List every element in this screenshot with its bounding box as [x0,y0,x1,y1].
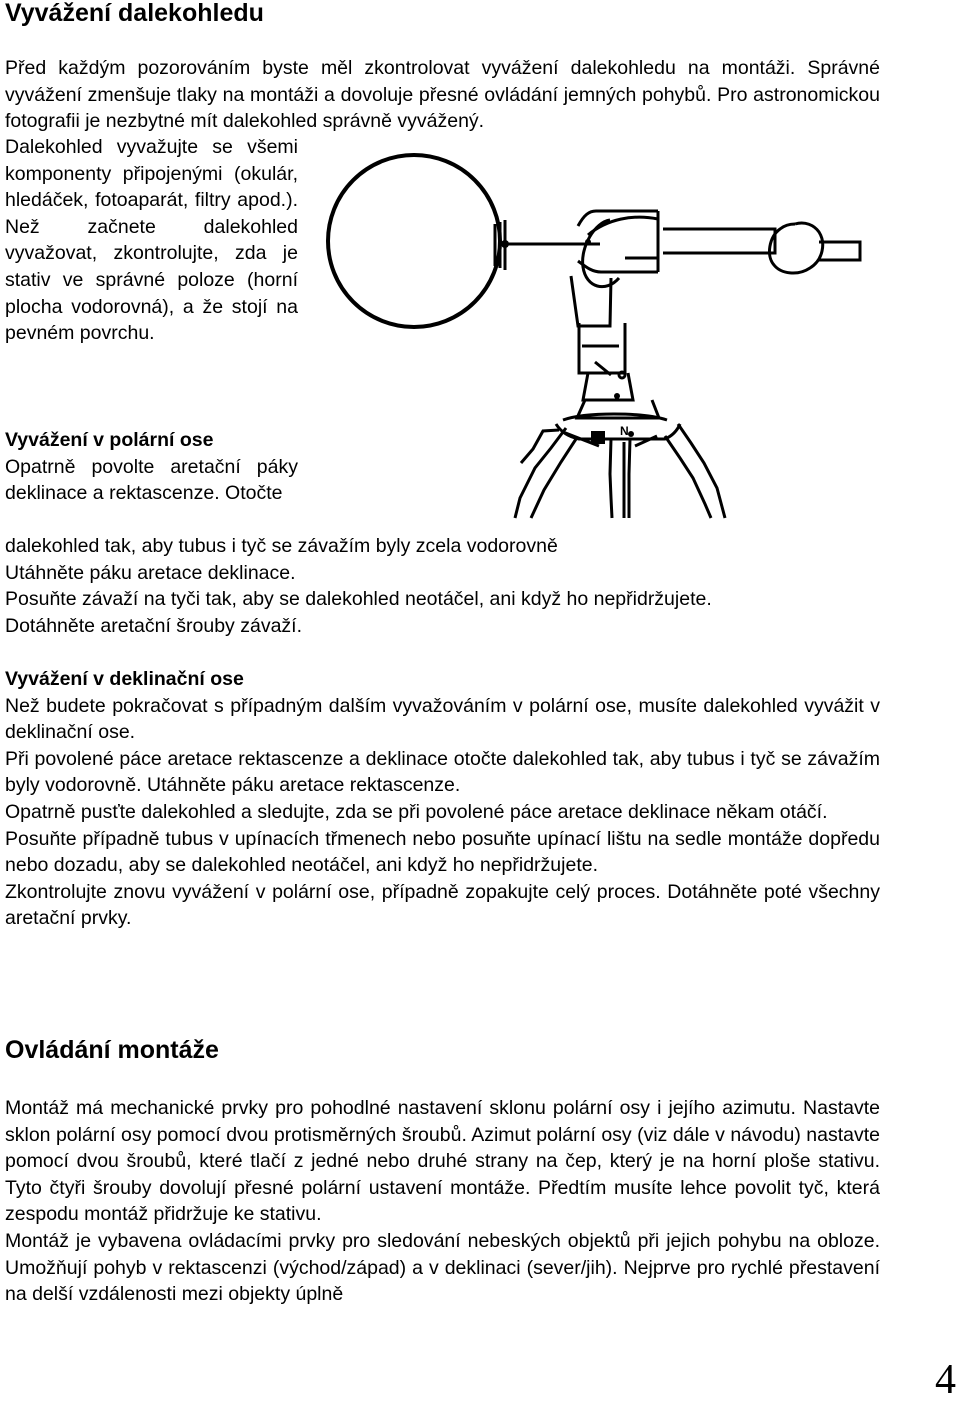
polar-step-4: Dotáhněte aretační šrouby závaží. [5,614,303,637]
page-number: 4 [935,1357,956,1403]
polar-step-1: dalekohled tak, aby tubus i tyč se závažím byly zcela vodorovně [5,535,558,557]
polar-balance-block [5,427,298,507]
declination-paragraph-1: Než budete pokračovat s případným dalším vyvažováním v polární ose, musíte dalekohled vyvážit v deklinační ose. [5,694,880,744]
declination-paragraph-5: Zkontrolujte znovu vyvážení v polární ose, případně zopakujte celý proces. Dotáhněte poté všechny aretační prvky. [5,880,880,930]
section-title-balancing: Vyvážení dalekohledu [5,0,264,27]
side-paragraph-components: Dalekohled vyvažujte se všemi komponenty připojenými (okulár, hledáček, fotoaparát, filtry apod.). Než začnete dalekohled vyvažovat, zkontrolujte, zda je stativ ve správné poloze (horní plocha vodorovná), a že stojí na pevném povrchu. [5,136,298,345]
mount-control-paragraph-2: Montáž je vybavena ovládacími prvky pro sledování nebeských objektů při jejich pohybu na obloze. Umožňují pohyb v rektascenzi (východ/západ) a v deklinaci (sever/jih). Nejprve pro rychlé přestavení na delší vzdálenosti mezi objekty úplně [5,1229,880,1306]
declination-paragraph-3: Opatrně pusťte dalekohled a sledujte, zda se při povolené páce aretace deklinace někam otáčí. [5,800,828,823]
north-label: N [620,424,629,438]
declination-paragraph-2: Při povolené páce aretace rektascenze a deklinace otočte dalekohled tak, aby tubus i tyč se závažím byly vodorovně. Utáhněte páku aretace rektascenze. [5,747,880,797]
declination-paragraph-4: Posuňte případně tubus v upínacích třmenech nebo posuňte upínací lištu na sedle montáže dopředu nebo dozadu, aby se dalekohled neotáčel, ani když ho nepřidržujete. [5,827,880,877]
mount-control-paragraph-1: Montáž má mechanické prvky pro pohodlné nastavení sklonu polární osy i jejího azimutu. Nastavte sklon polární osy pomocí dvou protisměrných šroubů. Azimut polární osy (viz dále v návodu) nastavte pomocí dvou šroubů, které tlačí z jedné nebo druhé strany na čep, který je na horní ploše stativu. Tyto čtyři šrouby dovolují přesné polární ustavení montáže. Předtím musíte lehce povolit tyč, která zespodu montáž přidržuje ke stativu. [5,1097,880,1226]
polar-step-2: Utáhněte páku aretace deklinace. [5,561,296,584]
intro-paragraph: Před každým pozorováním byste měl zkontrolovat vyvážení dalekohledu na montáži. Správné vyvážení zmenšuje tlaky na montáži a dovoluje přesné ovládání jemných pohybů. Pro astronomickou fotografii je nezbytné mít dalekohled správně vyvážený. [5,57,880,133]
mount-control-text [5,1095,880,1308]
declination-balance-block [5,666,880,932]
polar-step-3: Posuňte závaží na tyči tak, aby se dalekohled neotáčel, ani když ho nepřidržujete. [5,588,712,611]
telescope-mount-illustration-icon [325,150,875,520]
declination-heading: Vyvážení v deklinační ose [5,668,244,690]
polar-steps [5,533,880,639]
section-title-mount-control: Ovládání montáže [5,1036,219,1064]
polar-heading: Vyvážení v polární ose [5,429,214,451]
polar-side-text: Opatrně povolte aretační páky deklinace a rektascenze. Otočte [5,455,298,505]
